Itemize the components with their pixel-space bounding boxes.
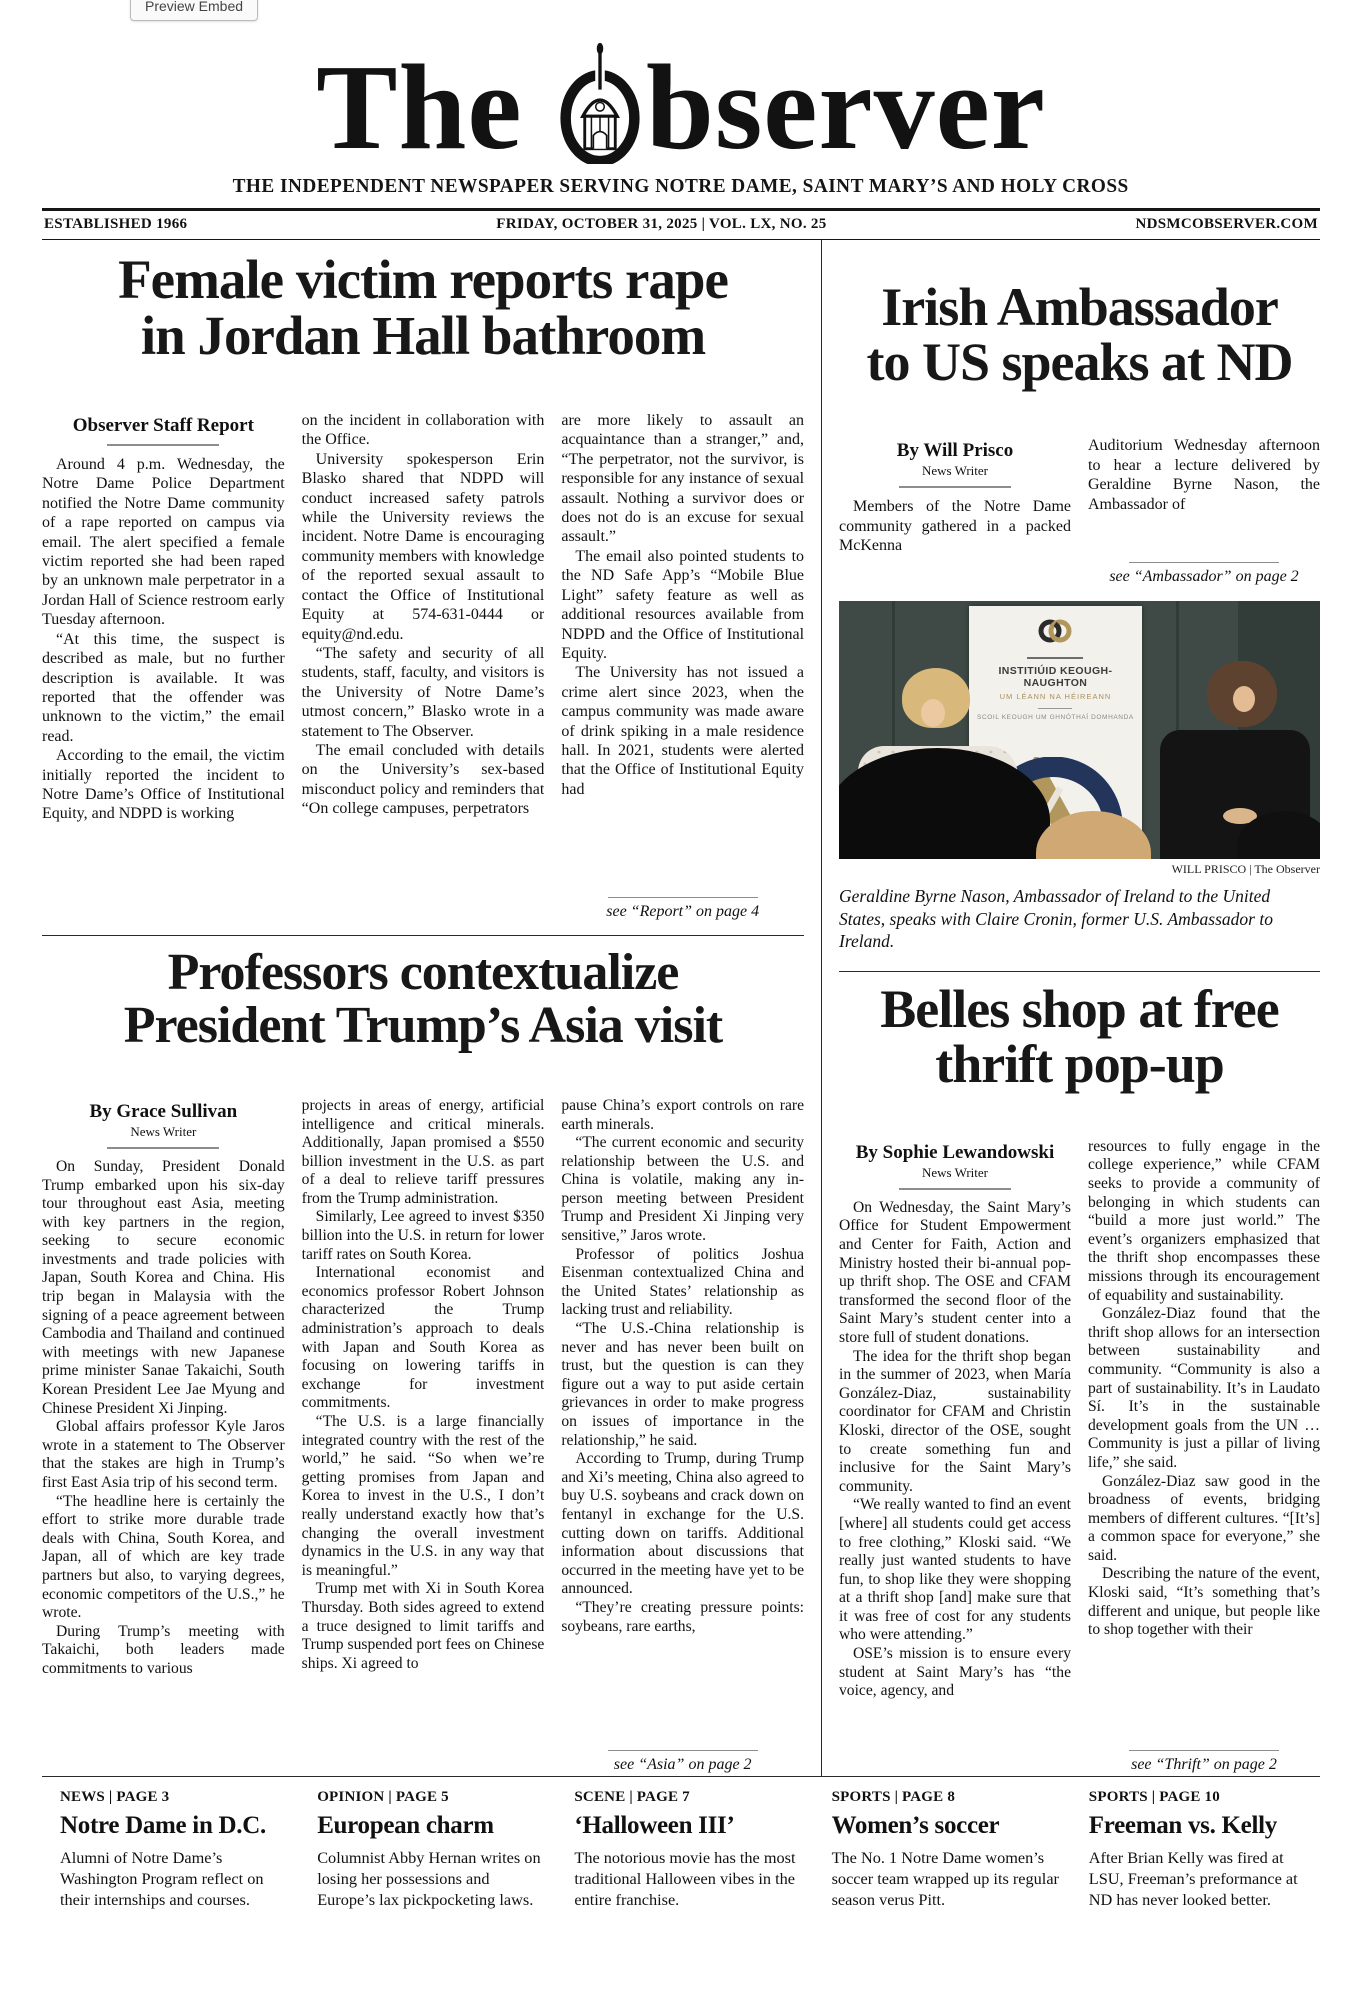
teaser-opinion [317,1789,548,1911]
institute-knot-logo-icon [969,616,1142,651]
asia-visit-byline-role: News Writer [130,1123,197,1139]
ambassador-col-2 [1088,436,1320,588]
thrift-popup-jump: see “Thrift” on page 2 [1088,1741,1320,1776]
teaser-sports-football [1089,1789,1320,1911]
footer-rule [42,1776,1320,1777]
thrift-popup-col-2 [1088,1138,1320,1776]
asia-visit-col1-text: On Sunday, President Donald Trump embarked upon his six-day tour throughout east Asia, meeting with key partners in the region, seeking to secure economic investments and trade policies with Japan, South Korea and China. His trip began in Malaysia with the signing of a peace agreement between Cambodia and Thailand and continued with meetings with new Japanese prime minister Sanae Takaichi, South Korean President Lee Jae Myung and Chinese President Xi Jinping. Global affairs professor Kyle Jaros wrote in a statement to The Observer that the stakes are high in Trump’s first East Asia trip of his second term. “The headline here is certainly the effort to strike more durable trade deals with China, South Korea, and Japan, all of which are key trade partners but also, to varying degrees, economic competitors of the U.S.,” he wrote. During Trump’s meeting with Takaichi, both leaders made commitments to various [42,1157,285,1677]
thrift-popup-col1-text: On Wednesday, the Saint Mary’s Office for Student Empowerment and Center for Faith, Action and Ministry hosted their bi-annual pop-up thrift shop. The OSE and CFAM transformed the second floor of the Saint Mary’s student center into a store full of student donations. The idea for the thrift shop began in the summer of 2023, when María González-Diaz, sustainability coordinator for CFAM and Christin Kloski, director of the OSE, sought to create something fun and inclusive for the Saint Mary’s community. “We really wanted to find an event [where] all students could get access to free clothing,” Kloski said. “We really just wanted students to have fun, to shop like they were shopping at a thrift shop [and] make sure that it was free of cost for any students who were attending.” OSE’s mission is to ensure every student at Saint Mary’s has “the voice, agency, and [839,1198,1071,1700]
ambassador-photo [839,601,1320,859]
banner-institute-name: INSTITIÚID KEOUGH-NAUGHTON [998,665,1113,690]
teaser-text: Columnist Abby Hernan writes on losing her possessions and Europe’s lax pickpocketing laws. [317,1848,541,1909]
ambassador-columns [839,436,1320,588]
section-teasers [42,1787,1320,1911]
rape-report-col-1 [42,411,285,923]
rape-report-columns [42,411,804,923]
byline-rule [107,1147,219,1149]
established-label: ESTABLISHED 1966 [44,216,188,232]
article-asia-visit [42,936,804,1776]
thrift-popup-col2-text: resources to fully engage in the college experience,” while CFAM seeks to provide a community of belonging in which students can “build a more just world.” The event’s organizers emphasized that the thrift shop encompasses these missions through its encouragement of equability and sustainability. González-Diaz found that the thrift shop allows for an intersection between sustainability and community. “Community is also a part of sustainability. It’s in Laudato Sí. It’s in the sustainable development goals from the UN … Community is just a pillar of living life,” she said. González-Diaz saw good in the broadness of events, bridging members of different cultures. “[It’s] a common space for everyone,” she said. Describing the nature of the event, Kloski said, “It’s something that’s different and unique, but people like to shop together with their [1088,1137,1320,1639]
ambassador-byline: By Will Prisco [896,440,1014,462]
teaser-title: European charm [317,1812,494,1839]
ambassador-col2-text: Auditorium Wednesday afternoon to hear a lecture delivered by Geraldine Byrne Nason, the Ambassador of [1088,437,1320,513]
asia-visit-col-2 [302,1097,545,1776]
thrift-popup-columns [839,1138,1320,1776]
rape-report-jump: see “Report” on page 4 [561,888,804,923]
thrift-popup-headline: Belles shop at free thrift pop-up [880,978,1279,1094]
article-rape-report [42,240,804,923]
golden-dome-icon [556,40,644,164]
teaser-sports-soccer [832,1789,1063,1911]
article-thrift-popup [839,972,1320,1777]
masthead [42,0,1320,198]
dateline-bar [42,208,1320,240]
website-url: NDSMCOBSERVER.COM [1135,216,1318,232]
teaser-kicker: SCENE | PAGE 7 [574,1789,690,1805]
preview-embed-button[interactable]: Preview Embed [130,0,258,21]
masthead-tagline: THE INDEPENDENT NEWSPAPER SERVING NOTRE DAME, SAINT MARY’S AND HOLY CROSS [232,175,1130,197]
byline-rule [899,1188,1011,1190]
front-page-body [42,240,1320,1776]
masthead-title-the: The [316,40,523,175]
byline-rule [107,444,219,446]
teaser-kicker: SPORTS | PAGE 8 [831,1789,956,1805]
teaser-text: Alumni of Notre Dame’s Washington Program reflect on their internships and courses. [60,1848,264,1909]
asia-visit-byline: By Grace Sullivan [89,1100,238,1122]
banner-school-line: SCOIL KEOUGH UM GHNÓTHAÍ DOMHANDA [977,714,1134,722]
rape-report-headline: Female victim reports rape in Jordan Hall bathroom [118,249,728,367]
rape-report-byline: Observer Staff Report [72,415,254,437]
teaser-kicker: OPINION | PAGE 5 [317,1789,449,1805]
rape-report-col3-text: are more likely to assault an acquaintance than a stranger,” and, “The perpetrator, not the survivor, is responsible for any instance of sexual assault. Nothing a survivor does or does not do is an excuse for sexual assault.” The email also pointed students to the ND Safe App’s “Mobile Blue Light” safety feature as well as additional resources available from NDPD and the Office of Institutional Equity. The University has not issued a crime alert since 2023, when the campus community was made aware of drink spiking in a male residence hall. In 2021, students were alerted that the Office of Institutional Equity had [561,412,805,798]
asia-visit-col-1 [42,1097,285,1776]
right-section [822,240,1320,1776]
issue-date: FRIDAY, OCTOBER 31, 2025 | VOL. LX, NO. 25 [496,216,827,232]
teaser-news [60,1789,291,1911]
asia-visit-columns [42,1097,804,1776]
ambassador-jump: see “Ambassador” on page 2 [1088,553,1320,588]
ambassador-col-1 [839,436,1071,588]
teaser-title: Notre Dame in D.C. [60,1812,266,1839]
left-section [42,240,822,1776]
thrift-popup-byline: By Sophie Lewandowski [855,1141,1055,1163]
rape-report-col-3 [561,411,804,923]
ambassador-col1-text: Members of the Notre Dame community gathered in a packed McKenna [839,498,1071,555]
masthead-title [42,40,1320,175]
rape-report-col-2 [302,411,545,923]
teaser-text: The notorious movie has the most traditional Halloween vibes in the entire franchise. [574,1848,796,1909]
asia-visit-headline: Professors contextualize President Trump’s Asia visit [123,944,723,1055]
teaser-title: Women’s soccer [831,1812,1000,1839]
photo-caption: Geraldine Byrne Nason, Ambassador of Ireland to the United States, speaks with Claire Cronin, former U.S. Ambassador to Ireland. [839,886,1273,952]
teaser-title: Freeman vs. Kelly [1088,1812,1277,1839]
teaser-text: The No. 1 Notre Dame women’s soccer team wrapped up its regular season verus Pitt. [831,1848,1059,1909]
asia-visit-col2-text: projects in areas of energy, artificial intelligence and critical minerals. Additionally, Japan promised a $550 billion investment in the U.S. as part of a deal to relieve tariff pressures from the Trump administration. Similarly, Lee agreed to invest $350 billion into the U.S. in return for lower tariff rates on South Korea. International economist and economics professor Robert Johnson characterized the Trump administration’s approach to deals with Japan and South Korea as focusing on lowering tariffs in exchange for investment commitments. “The U.S. is a large financially integrated country with the rest of the world,” he said. “So when we’re getting promises from Japan and Korea to invest in the U.S., I don’t really understand exactly how that’s changing the overall investment dynamics in the U.S. in any way that is meaningful.” Trump met with Xi in South Korea Thursday. Both sides agreed to extend a truce designed to limit tariffs and Trump suspended port fees on Chinese ships. Xi agreed to [301,1096,545,1672]
asia-visit-col-3 [561,1097,804,1776]
teaser-scene [574,1789,805,1911]
rape-report-col1-text: Around 4 p.m. Wednesday, the Notre Dame Police Department notified the Notre Dame community of a rape reported on campus via email. The alert specified a female victim reported she had been raped by an unknown male perpetrator in a Jordan Hall of Science restroom early Tuesday afternoon. “At this time, the suspect is described as male, but no further description is available. It was reported that the offender was unknown to the victim,” the email read. According to the email, the victim initially reported the incident to Notre Dame’s Office of Institutional Equity, and NDPD is working [42,456,285,823]
banner-irish-subtitle: UM LÉANN NA HÉIREANN [999,692,1112,702]
byline-rule [899,486,1011,488]
asia-visit-jump: see “Asia” on page 2 [561,1741,804,1776]
ambassador-byline-role: News Writer [921,463,989,479]
thrift-popup-byline-role: News Writer [921,1164,989,1180]
thrift-popup-col-1 [839,1138,1071,1776]
teaser-kicker: NEWS | PAGE 3 [60,1789,170,1805]
masthead-title-bserver: bserver [645,40,1046,175]
rape-report-col2-text: on the incident in collaboration with the Office. University spokesperson Erin Blasko shared that NDPD will conduct increased safety patrols while the University reviews the incident. Notre Dame is encouraging community members with knowledge of the reported sexual assault to contact the Office of Institutional Equity at 574-631-0444 or equity@nd.edu. “The safety and security of all students, staff, faculty, and visitors is the University of Notre Dame’s utmost concern,” Blasko wrote in a statement to The Observer. The email concluded with details on the University’s sex-based misconduct policy and reminders that “On college campuses, perpetrators [301,412,545,818]
photo-credit: WILL PRISCO | The Observer [1171,862,1320,877]
asia-visit-col3-text: pause China’s export controls on rare earth minerals. “The current economic and security relationship between the U.S. and China is volatile, making any in-person meeting between President Trump and President Xi Jinping very sensitive,” Jaros wrote. Professor of politics Joshua Eisenman contextualized China and the United States’ relationship as lacking trust and reliability. “The U.S.-China relationship is never and has never been built on trust, but the question is can they figure out a way to put aside certain grievances in order to make progress on issues of importance in the relationship,” he said. According to Trump, during Trump and Xi’s meeting, China also agreed to buy U.S. soybeans and crack down on fentanyl in exchange for the U.S. cutting down on tariffs. Additional information about discussions that occurred in the meeting have yet to be announced. “They’re creating pressure points: soybeans, rare earths, [561,1096,805,1635]
teaser-text: After Brian Kelly was fired at LSU, Freeman’s preformance at ND has never looked better. [1088,1848,1298,1909]
ambassador-headline: Irish Ambassador to US speaks at ND [866,277,1293,393]
teaser-title: ‘Halloween III’ [574,1812,735,1839]
teaser-kicker: SPORTS | PAGE 10 [1088,1789,1220,1805]
article-ambassador [839,240,1320,959]
